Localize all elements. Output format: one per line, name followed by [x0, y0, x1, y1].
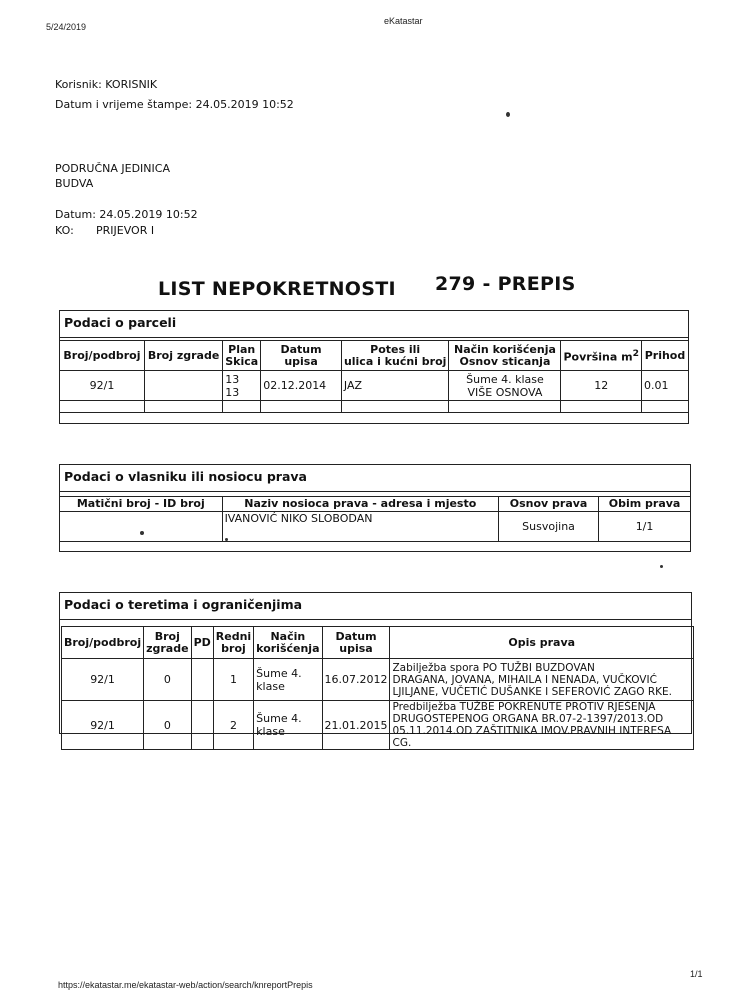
col-nacin: Način korišćenja Osnov sticanja [449, 341, 561, 371]
owner-row [60, 512, 691, 542]
cell-maticni [60, 512, 223, 542]
print-page-number: 1/1 [690, 969, 703, 979]
col-povrsina: Površina $m^2$ [561, 341, 642, 371]
cell-naziv: IVANOVIĆ NIKO SLOBODAN [222, 512, 498, 542]
col-maticni: Matični broj - ID broj [60, 497, 223, 512]
print-url: https://ekatastar.me/ekatastar-web/action/search/knreportPrepis [58, 980, 313, 990]
cell-zgrade [144, 371, 222, 401]
cell-osnov: Susvojina [499, 512, 599, 542]
cell-zgrade: 0 [144, 659, 191, 701]
document-number: 279 - PREPIS [435, 273, 576, 295]
print-timestamp: Datum i vrijeme štampe: 24.05.2019 10:52 [55, 98, 294, 111]
col-datum: Datum upisa [261, 341, 342, 371]
cell-pd [191, 659, 213, 701]
cell-broj: 92/1 [62, 659, 144, 701]
cell-opis: Zabilježba spora PO TUŽBI BUZDOVAN DRAGANA, JOVANA, MIHAILA I NENADA, VUČKOVIĆ LJILJANE, VUČETIĆ DUŠANKE I SEFEROVIĆ ZAGO RKE. [390, 659, 694, 701]
cell-obim: 1/1 [599, 512, 691, 542]
print-title: eKatastar [384, 16, 423, 26]
address-redacted-dot [225, 538, 228, 541]
col-pd: PD [191, 627, 213, 659]
owner-table [59, 496, 691, 542]
col-nacin: Način korišćenja [254, 627, 322, 659]
parcel-table [59, 340, 689, 413]
cell-datum: 02.12.2014 [261, 371, 342, 401]
col-zgrade: Broj zgrade [144, 341, 222, 371]
document-date: Datum: 24.05.2019 10:52 [55, 208, 198, 221]
col-plan-skica: Plan Skica [223, 341, 261, 371]
ko-label: KO: [55, 224, 74, 237]
cell-redni: 2 [213, 701, 253, 750]
cell-nacin: Šume 4. klase VIŠE OSNOVA [449, 371, 561, 401]
cell-prihod: 0.01 [641, 371, 688, 401]
document-title: LIST NEPOKRETNOSTI [158, 278, 396, 300]
owner-caption: Podaci o vlasniku ili nosiocu prava [60, 465, 690, 492]
col-zgrade: Broj zgrade [144, 627, 191, 659]
col-osnov: Osnov prava [499, 497, 599, 512]
parcel-caption: Podaci o parceli [60, 311, 688, 338]
user-label: Korisnik: KORISNIK [55, 78, 158, 91]
cell-opis: Predbilježba TUŽBE POKRENUTE PROTIV RJEŠENJA DRUGOSTEPENOG ORGANA BR.07-2-1397/2013.OD 05.11.2014.OD ZAŠTITNIKA IMOV.PRAVNIH INTERESA CG. [390, 701, 694, 750]
scan-speck [506, 112, 510, 117]
cell-datum: 16.07.2012 [322, 659, 390, 701]
burdens-table [61, 626, 694, 750]
cell-potes: JAZ [341, 371, 449, 401]
parcel-row [60, 371, 689, 401]
col-datum: Datum upisa [322, 627, 390, 659]
unit-line2: BUDVA [55, 177, 94, 190]
cell-broj: 92/1 [62, 701, 144, 750]
scan-speck [660, 565, 663, 568]
id-redacted-dot [140, 531, 144, 535]
cell-plan-skica: 13 13 [223, 371, 261, 401]
cell-nacin: Šume 4. klase [254, 701, 322, 750]
col-opis: Opis prava [390, 627, 694, 659]
col-redni: Redni broj [213, 627, 253, 659]
unit-line1: PODRUČNA JEDINICA [55, 162, 170, 175]
col-obim: Obim prava [599, 497, 691, 512]
cell-broj: 92/1 [60, 371, 145, 401]
cell-redni: 1 [213, 659, 253, 701]
col-naziv: Naziv nosioca prava - adresa i mjesto [222, 497, 498, 512]
ko-value: PRIJEVOR I [96, 224, 155, 237]
col-broj: Broj/podbroj [60, 341, 145, 371]
col-potes: Potes ili ulica i kućni broj [341, 341, 449, 371]
burden-row [62, 701, 694, 750]
burden-row [62, 659, 694, 701]
col-broj: Broj/podbroj [62, 627, 144, 659]
burdens-caption: Podaci o teretima i ograničenjima [60, 593, 691, 620]
col-prihod: Prihod [641, 341, 688, 371]
cell-datum: 21.01.2015 [322, 701, 390, 750]
print-date: 5/24/2019 [46, 22, 87, 32]
cell-nacin: Šume 4. klase [254, 659, 322, 701]
cell-pd [191, 701, 213, 750]
cell-zgrade: 0 [144, 701, 191, 750]
cell-povrsina: 12 [561, 371, 642, 401]
